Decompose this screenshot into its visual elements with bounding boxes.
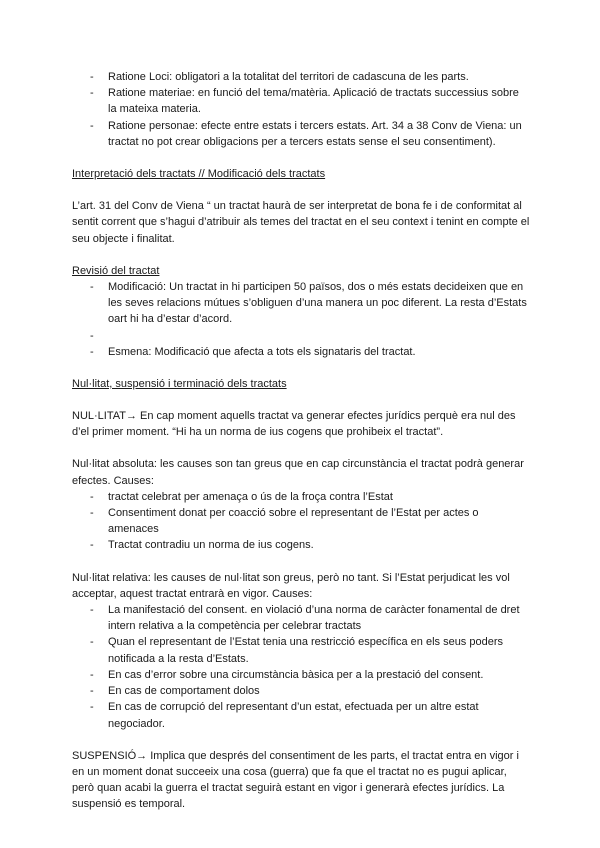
list-item: - En cas d’error sobre una circumstància bàsica per a la prestació del consent. <box>72 667 530 683</box>
list-item: - Ratione Loci: obligatori a la totalitat del territori de cadascuna de les parts. <box>72 69 530 85</box>
paragraph-nulitat-intro: NUL·LITAT→ En cap moment aquells tractat va generar efectes jurídics perquè era nul des d’el primer moment. “Hi ha un norma de ius cogens que prohibeix el tractat”. <box>72 410 516 439</box>
section-heading-revisio: Revisió del tractat <box>72 264 160 277</box>
revisio-list <box>72 279 530 360</box>
list-item: - Ratione personae: efecte entre estats i tercers estats. Art. 34 a 38 Conv de Viena: un tractat no pot crear obligacions per a tercers estats sense el seu consentiment). <box>72 118 530 150</box>
list-item: - tractat celebrat per amenaça o ús de la froça contra l’Estat <box>72 489 530 505</box>
ratione-list <box>72 69 530 150</box>
list-item: - Ratione materiae: en funció del tema/matèria. Aplicació de tractats successius sobre la mateixa materia. <box>72 85 530 117</box>
list-item: - Esmena: Modificació que afecta a tots els signataris del tractat. <box>72 344 530 360</box>
list-item: - En cas de comportament dolos <box>72 683 530 699</box>
list-item: - Modificació: Un tractat in hi participen 50 països, dos o més estats decideixen que en les seves relacions mútues s’obliguen d’una manera un poc diferent. La resta d’Estats oart hi ha d’estar d’acord. <box>72 279 530 328</box>
paragraph-nulitat-relativa: Nul·litat relativa: les causes de nul·litat son greus, però no tant. Si l’Estat perjudicat les vol acceptar, aquest tractat entrarà en vigor. Causes: <box>72 571 510 600</box>
list-item: - Quan el representant de l’Estat tenia una restricció específica en els seus poders notificada a la resta d’Estats. <box>72 634 530 666</box>
paragraph-suspensio: SUSPENSIÓ→ Implica que després del consentiment de les parts, el tractat entra en vigor i en un moment donat succeeix una cosa (guerra) que fa que el tractat no es pugui aplicar, però quan acabi la guerra el tractat seguirà estant en vigor i generarà efectes jurídics. La suspensió es temporal. <box>72 749 519 811</box>
section-heading-interpretacio: Interpretació dels tractats // Modificació dels tractats <box>72 168 326 181</box>
list-item: - En cas de corrupció del representant d’un estat, efectuada per un altre estat negociador. <box>72 699 530 731</box>
paragraph-nulitat-absoluta: Nul·litat absoluta: les causes son tan greus que en cap circunstància el tractat podrà generar efectes. Causes: <box>72 458 524 487</box>
list-item: - Consentiment donat per coacció sobre el representant de l’Estat per actes o amenaces <box>72 505 530 537</box>
list-item: - Tractat contradiu un norma de ius cogens. <box>72 537 530 553</box>
paragraph-interpretacio: L’art. 31 del Conv de Viena “ un tractat haurà de ser interpretat de bona fe i de conformitat al sentit corrent que s’hagui d’atribuir als temes del tractat en el seu context i tenint en compte el seu objecte i finalitat. <box>72 200 530 245</box>
relativa-list <box>72 602 530 732</box>
list-item: - La manifestació del consent. en violació d’una norma de caràcter fonamental de dret intern relativa a la competència per celebrar tractats <box>72 602 530 634</box>
section-heading-nulitat: Nul·litat, suspensió i terminació dels tractats <box>72 377 287 390</box>
list-spacer <box>72 328 530 344</box>
document-page <box>72 69 530 813</box>
absoluta-list <box>72 489 530 554</box>
